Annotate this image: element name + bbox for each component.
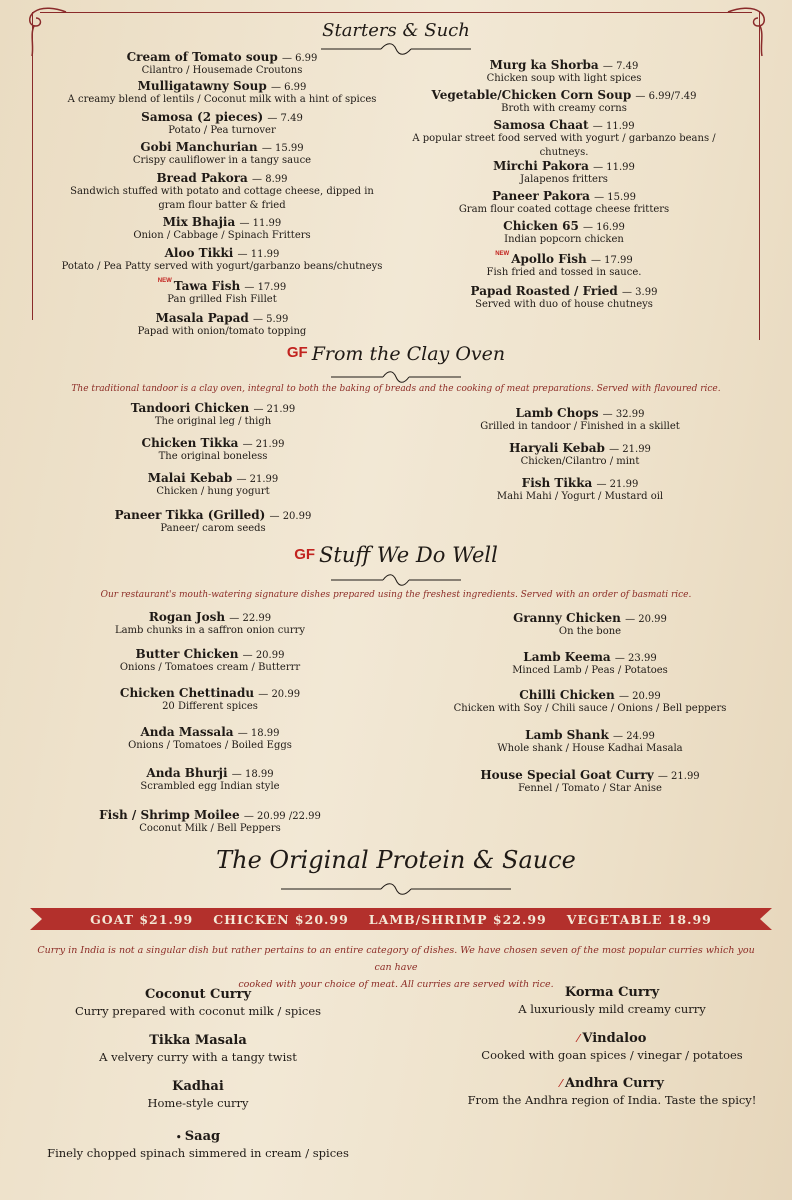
item-price: — 18.99 [237,728,280,739]
item-name-line [462,1076,762,1091]
menu-item [430,476,730,504]
curry-description-line-1: Curry in India is not a singular dish but rather pertains to an entire category of dishes. We have chosen seven of the most popular curries which you can have [37,945,755,973]
item-description: Whole shank / House Kadhai Masala [497,743,683,754]
menu-item [404,118,724,160]
item-name: Anda Massala [140,725,234,739]
item-description: Served with duo of house chutneys [475,299,653,310]
item-description: Minced Lamb / Peas / Potatoes [512,665,668,676]
chili-icon: ⁄ [577,1032,580,1045]
menu-item [73,436,353,464]
item-name: Fish / Shrimp Moilee [99,808,240,822]
item-price: — 22.99 [229,613,272,624]
item-name-line [462,985,762,1000]
left-border [32,12,33,320]
item-price: — 3.99 [621,287,658,298]
item-price: — 15.99 [261,143,304,154]
item-name-line [404,118,724,132]
item-name-line [430,406,730,420]
item-description: Paneer/ carom seeds [160,523,266,534]
menu-item [52,278,392,307]
new-badge: NEW [157,278,172,284]
ribbon-price: GOAT $21.99 [90,911,194,927]
item-name: Saag [184,1129,221,1144]
item-description: Chicken/Cilantro / mint [520,456,640,467]
menu-item [60,610,360,638]
menu-item [60,808,360,836]
item-name-line [52,110,392,124]
item-name: Korma Curry [564,985,660,1000]
menu-item [52,171,392,213]
item-description: Coconut Milk / Bell Peppers [139,823,281,834]
item-name: Tikka Masala [149,1033,247,1048]
menu-item [404,189,724,217]
clay-oven-description: The traditional tandoor is a clay oven, integral to both the baking of breads and the cooking of meat preparations. Served with flavoured rice. [71,384,721,394]
item-description-cont: chutneys. [539,147,589,158]
menu-item [404,88,724,116]
item-name: Lamb Chops [515,406,599,420]
item-name: Paneer Tikka (Grilled) [114,508,266,522]
item-name: Aloo Tikki [164,246,234,260]
item-name: Chilli Chicken [519,688,615,702]
item-description: On the bone [558,626,622,637]
item-name-line [60,725,360,739]
menu-item [52,215,392,243]
gf-badge: GF [294,546,316,563]
item-description: A popular street food served with yogurt / garbanzo beans / [412,133,716,144]
stuff-description: Our restaurant's mouth-watering signature dishes prepared using the freshest ingredients. Served with an order of basmati rice. [100,590,692,600]
menu-item [73,508,353,536]
item-description: Curry prepared with coconut milk / spices [74,1004,322,1018]
item-description: Onion / Cabbage / Spinach Fritters [133,230,311,241]
item-name-line [38,987,358,1002]
item-name-line [52,79,392,93]
item-name: Coconut Curry [144,987,252,1002]
item-description: Pan grilled Fish Fillet [167,294,277,305]
menu-item [38,987,358,1020]
item-name: Butter Chicken [135,647,239,661]
item-name: Murg ka Shorba [489,58,599,72]
item-name: Lamb Shank [525,728,609,742]
stuff-title-text: Stuff We Do Well [319,543,498,567]
item-name: Cream of Tomato soup [126,50,278,64]
item-price: — 20.99 [618,691,661,702]
ribbon-price: LAMB/SHRIMP $22.99 [368,911,547,927]
item-description: A velvery curry with a tangy twist [99,1050,297,1064]
item-price: — 21.99 [242,439,285,450]
item-description: Mahi Mahi / Yogurt / Mustard oil [496,491,664,502]
item-price: — 11.99 [592,121,635,132]
item-name-line [73,508,353,522]
menu-item [52,246,392,274]
item-name-line [404,219,724,233]
item-name: Chicken Chettinadu [119,686,255,700]
menu-item [430,406,730,434]
item-name: Paneer Pakora [492,189,590,203]
item-price: — 23.99 [614,653,657,664]
menu-item [462,985,762,1018]
item-name-line [430,650,750,664]
item-description: Chicken / hung yogurt [156,486,270,497]
item-price: — 11.99 [593,162,635,173]
price-ribbon [30,906,772,932]
menu-item [60,647,360,675]
item-name: Rogan Josh [148,610,226,624]
item-price: — 20.99 [242,650,285,661]
item-name-line [404,284,724,298]
item-name-line [38,1129,358,1144]
item-description: Gram flour coated cottage cheese fritters [458,204,670,215]
item-name-line [52,50,392,64]
item-name-line [52,246,392,260]
item-name-line [60,766,360,780]
item-name-line [430,688,750,702]
item-price: — 24.99 [613,731,655,742]
item-name: Fish Tikka [521,476,593,490]
title-flourish-icon [0,370,792,384]
item-price: — 21.99 [657,771,700,782]
item-description: Potato / Pea Patty served with yogurt/garbanzo beans/chutneys [61,261,383,272]
item-price: — 18.99 [231,769,274,780]
item-description: Lamb chunks in a saffron onion curry [114,625,306,636]
menu-item [73,471,353,499]
item-price: — 21.99 [253,404,296,415]
item-name-line [404,189,724,203]
menu-item [52,50,392,78]
item-description: Grilled in tandoor / Finished in a skillet [480,421,680,432]
menu-item [38,1079,358,1112]
item-name: Anda Bhurji [146,766,228,780]
item-name-line [462,1031,762,1046]
item-name-line [60,647,360,661]
item-name: Tandoori Chicken [130,401,250,415]
item-name-line [430,441,730,455]
item-description: Broth with creamy corns [501,103,627,114]
item-price: — 20.99 [625,614,667,625]
menu-item [462,1031,762,1064]
menu-item [404,219,724,247]
item-name-line [404,88,724,102]
item-description: The original leg / thigh [154,416,272,427]
item-name: Papad Roasted / Fried [470,284,618,298]
item-price: — 20.99 /22.99 [243,811,321,822]
gf-badge: GF [286,344,308,361]
item-name: Mix Bhajia [162,215,236,229]
title-flourish-icon [0,882,792,896]
item-price: — 17.99 [590,255,633,266]
item-name-line [52,278,392,293]
item-name-line [73,401,353,415]
item-price: — 15.99 [594,192,636,203]
item-name-line [73,471,353,485]
item-price: — 7.49 [267,113,303,124]
item-description: A luxuriously mild creamy curry [518,1002,706,1016]
marker-icon: • [175,1133,185,1143]
item-name: Vindaloo [582,1031,647,1046]
item-name: Malai Kebab [147,471,233,485]
menu-item [462,1076,762,1109]
new-badge: NEW [495,251,510,257]
item-name: Samosa Chaat [493,118,589,132]
item-name-line [430,768,750,782]
item-name-line [52,171,392,185]
menu-item [60,725,360,753]
menu-item [52,140,392,168]
item-name: Bread Pakora [156,171,248,185]
item-price: — 20.99 [258,689,301,700]
item-name: Apollo Fish [511,252,587,266]
item-price: — 8.99 [252,174,288,185]
menu-item [38,1033,358,1066]
item-price: — 6.99/7.49 [635,91,697,102]
starters-title: Starters & Such [322,20,470,41]
item-name: Chicken 65 [503,219,579,233]
item-description: Chicken soup with light spices [486,73,642,84]
curry-description-line-2: cooked with your choice of meat. All curries are served with rice. [238,979,554,990]
item-name: Haryali Kebab [509,441,605,455]
menu-item [430,441,730,469]
item-name: Chicken Tikka [141,436,239,450]
item-name: Granny Chicken [513,611,621,625]
item-name-line [52,140,392,154]
item-description: Scrambled egg Indian style [140,781,280,792]
item-description: Finely chopped spinach simmered in cream / spices [47,1146,349,1160]
top-border [40,12,752,13]
item-name: Tawa Fish [173,279,241,293]
item-description: From the Andhra region of India. Taste the spicy! [467,1093,757,1107]
menu-item [430,650,750,678]
item-name-line [38,1033,358,1048]
ribbon-price: CHICKEN $20.99 [213,911,349,927]
item-description: Potato / Pea turnover [168,125,276,136]
item-price: — 32.99 [602,409,645,420]
clay-oven-title [0,343,792,365]
menu-item [404,284,724,312]
item-name: Kadhai [172,1079,224,1094]
item-price: — 21.99 [609,444,651,455]
item-price: — 21.99 [236,474,279,485]
menu-item [60,686,360,714]
menu-item [430,688,750,716]
item-description: Papad with onion/tomato topping [137,326,307,337]
menu-item [52,311,392,339]
item-description: Cilantro / Housemade Croutons [141,65,303,76]
title-flourish-icon [0,573,792,587]
item-price: — 5.99 [252,314,289,325]
item-price: — 6.99 [281,53,318,64]
item-description: Home-style curry [147,1096,249,1110]
menu-item [430,768,750,796]
item-price: — 16.99 [583,222,625,233]
protein-title: The Original Protein & Sauce [216,846,576,874]
item-name-line [430,728,750,742]
item-name: Mulligatawny Soup [137,79,267,93]
item-name-line [430,476,730,490]
item-description: Fennel / Tomato / Star Anise [518,783,662,794]
item-name: Lamb Keema [523,650,611,664]
item-name-line [60,686,360,700]
price-ribbon-items [30,906,772,932]
item-name-line [60,808,360,822]
item-name-line [73,436,353,450]
right-border [759,12,760,340]
menu-item [52,79,392,107]
item-name: Samosa (2 pieces) [141,110,264,124]
clay-oven-title-text: From the Clay Oven [311,343,506,365]
menu-item [73,401,353,429]
item-price: — 11.99 [237,249,280,260]
item-name-line [52,311,392,325]
menu-item [404,159,724,187]
item-name: House Special Goat Curry [480,768,654,782]
item-description: Onions / Tomatoes cream / Butterrr [119,662,301,673]
item-description: Fish fried and tossed in sauce. [486,267,642,278]
item-description: Onions / Tomatoes / Boiled Eggs [128,740,292,751]
item-name: Mirchi Pakora [493,159,589,173]
stuff-title [0,543,792,567]
item-price: — 6.99 [270,82,307,93]
item-name-line [52,215,392,229]
item-name-line [404,159,724,173]
item-price: — 17.99 [244,282,287,293]
item-description: Sandwich stuffed with potato and cottage cheese, dipped in [70,186,374,197]
item-description: Indian popcorn chicken [504,234,624,245]
item-name-line [404,58,724,72]
item-description: 20 Different spices [162,701,258,712]
menu-item [60,766,360,794]
item-price: — 7.49 [602,61,639,72]
menu-item [404,58,724,86]
menu-item [430,611,750,639]
item-description: The original boneless [158,451,268,462]
item-description-cont: gram flour batter & fried [158,200,286,211]
menu-item [52,110,392,138]
item-price: — 21.99 [596,479,639,490]
menu-item [430,728,750,756]
item-name-line [430,611,750,625]
ribbon-price: VEGETABLE 18.99 [566,911,712,927]
item-description: Cooked with goan spices / vinegar / potatoes [481,1048,743,1062]
chili-icon: ⁄ [560,1077,562,1090]
item-name: Gobi Manchurian [140,140,258,154]
item-description: Jalapenos fritters [520,174,608,185]
item-description: Crispy cauliflower in a tangy sauce [132,155,312,166]
menu-item [404,251,724,280]
item-name-line [38,1079,358,1094]
item-name-line [404,251,724,266]
item-name: Masala Papad [155,311,249,325]
item-name: Andhra Curry [564,1076,664,1091]
item-name-line [60,610,360,624]
item-price: — 20.99 [269,511,312,522]
item-price: — 11.99 [239,218,282,229]
menu-item [38,1129,358,1162]
item-description: A creamy blend of lentils / Coconut milk with a hint of spices [67,94,377,105]
item-description: Chicken with Soy / Chili sauce / Onions / Bell peppers [453,703,727,714]
item-name: Vegetable/Chicken Corn Soup [431,88,632,102]
